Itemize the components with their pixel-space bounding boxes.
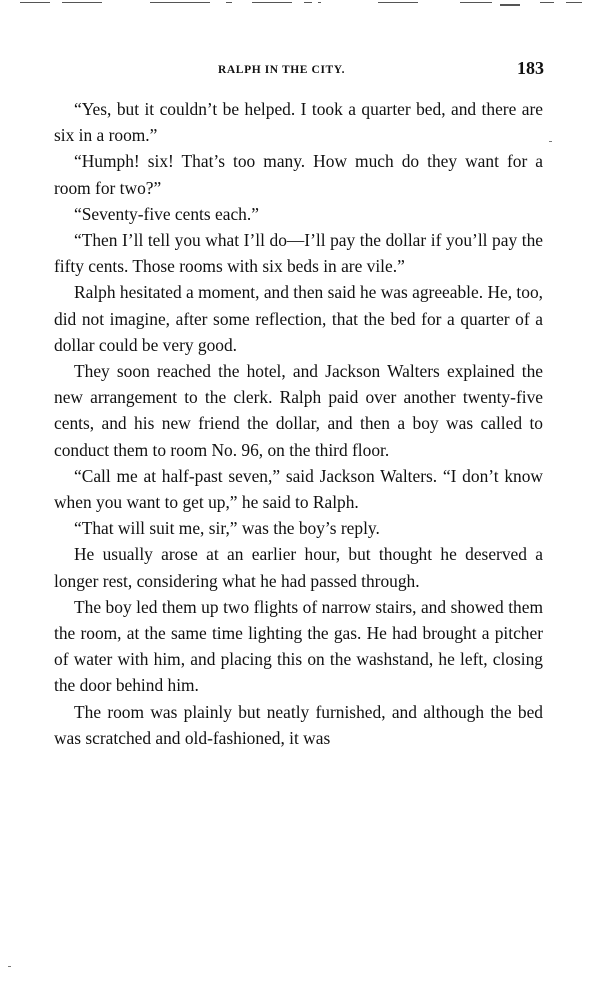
body-text bbox=[54, 96, 543, 751]
scan-artifact-top bbox=[0, 0, 604, 12]
paragraph: “Seventy-five cents each.” bbox=[74, 203, 259, 224]
paragraph: Ralph hesitated a moment, and then said he was agreeable. He, too, did not imagine, after some reflection, that the bed for a quarter of a dollar could be very good. bbox=[54, 282, 543, 355]
paragraph: “Yes, but it couldn’t be helped. I took a quarter bed, and there are six in a room.” bbox=[54, 99, 543, 146]
paragraph: The room was plainly but neatly furnished, and although the bed was scratched and old-fashioned, it was bbox=[54, 701, 543, 748]
page-header bbox=[54, 58, 544, 82]
paragraph: The boy led them up two flights of narrow stairs, and showed them the room, at the same time lighting the gas. He had brought a pitcher of water with him, and placing this on the washstand, he left, closing the door behind him. bbox=[54, 596, 543, 696]
paragraph: He usually arose at an earlier hour, but thought he deserved a longer rest, considering what he had passed through. bbox=[54, 544, 543, 591]
paragraph: “Humph! six! That’s too many. How much do they want for a room for two?” bbox=[54, 151, 543, 198]
paragraph: “Call me at half-past seven,” said Jackson Walters. “I don’t know when you want to get up,” he said to Ralph. bbox=[54, 465, 543, 513]
running-head: RALPH IN THE CITY. bbox=[218, 64, 346, 76]
paragraph: “That will suit me, sir,” was the boy’s reply. bbox=[74, 518, 380, 539]
scan-artifact-dot bbox=[549, 141, 552, 142]
scan-artifact-dot bbox=[8, 966, 11, 967]
paragraph: “Then I’ll tell you what I’ll do—I’ll pay the dollar if you’ll pay the fifty cents. Those rooms with six beds in are vile.” bbox=[54, 230, 543, 277]
page-number: 183 bbox=[517, 58, 544, 78]
paragraph: They soon reached the hotel, and Jackson Walters explained the new arrangement to the clerk. Ralph paid over another twenty-five cents, and his new friend the dollar, and then a boy was called to conduct them to room No. 96, on the third floor. bbox=[54, 361, 543, 460]
